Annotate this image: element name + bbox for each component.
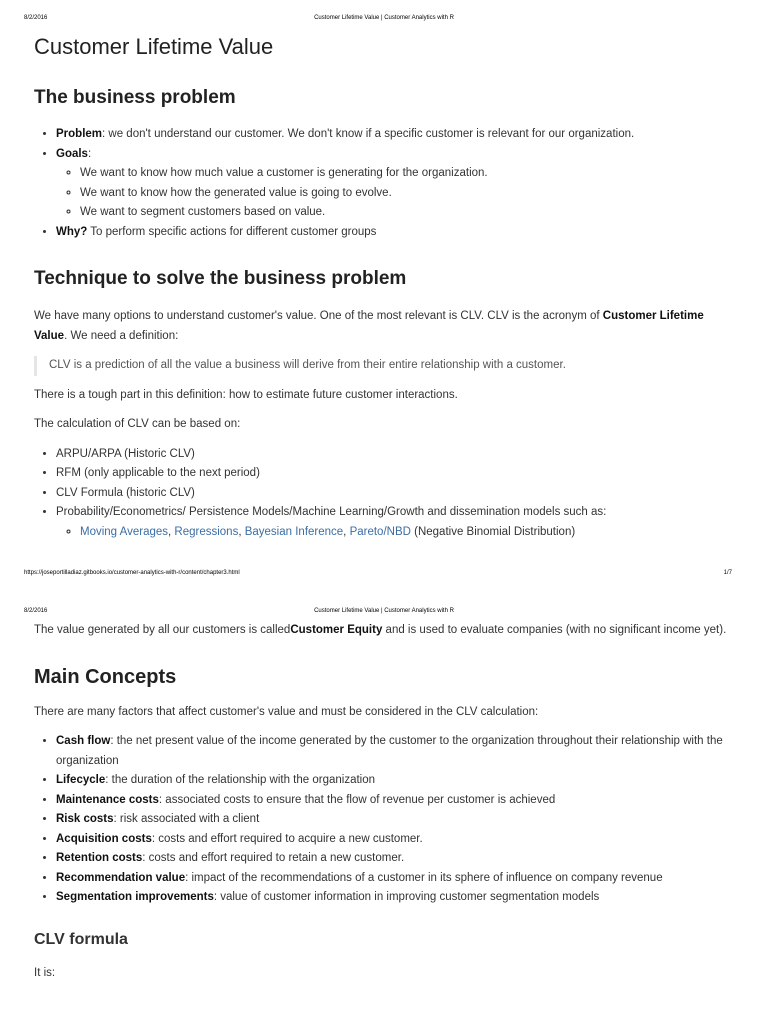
customer-equity-paragraph (34, 621, 736, 641)
business-problem-list (34, 125, 736, 242)
why-text: To perform specific actions for different customer groups (87, 225, 377, 238)
concept-label: Risk costs (56, 813, 114, 825)
section-heading-main-concepts: Main Concepts (34, 665, 177, 688)
section-heading-technique: Technique to solve the business problem (34, 268, 407, 289)
concept-text: : associated costs to ensure that the flow of revenue per customer is achieved (158, 793, 556, 806)
section-heading-clv-formula: CLV formula (34, 930, 128, 948)
problem-text: : we don't understand our customer. We don't know if a specific customer is relevant for our organization. (102, 128, 635, 140)
list-item (56, 869, 736, 889)
equity-text: The value generated by all our customers is called (34, 624, 291, 636)
intro-bold-term: Customer Lifetime Value (34, 310, 704, 342)
concept-text: : costs and effort required to acquire a new customer. (151, 832, 423, 845)
concept-text: : value of customer information in improving customer segmentation models (213, 891, 600, 903)
print-url: https://joseportilladiaz.gitbooks.io/customer-analytics-with-r/content/chapter3.html (24, 570, 240, 576)
models-list (56, 523, 736, 543)
list-item (56, 125, 736, 145)
goals-label: Goals (56, 147, 88, 160)
separator: , (168, 525, 175, 538)
list-item (56, 223, 736, 243)
pdf-page-2 (0, 600, 768, 1024)
calc-intro-paragraph: The calculation of CLV can be based on: (34, 418, 241, 430)
list-item (56, 771, 736, 791)
link-pareto-nbd[interactable]: Pareto/NBD (349, 525, 411, 538)
print-page-title: Customer Lifetime Value | Customer Analytics with R (314, 608, 454, 614)
concept-text: : costs and effort required to retain a new customer. (142, 852, 405, 864)
list-item (56, 503, 736, 542)
equity-text-end: and is used to evaluate companies (with no significant income yet). (382, 624, 727, 636)
concept-label: Segmentation improvements (56, 891, 214, 903)
separator: , (238, 525, 245, 538)
concept-label: Lifecycle (56, 774, 106, 786)
definition-quote: CLV is a prediction of all the value a business will derive from their entire relationship with a customer. (34, 356, 736, 376)
list-item (56, 145, 736, 223)
page-content (34, 621, 736, 983)
link-moving-averages[interactable]: Moving Averages (80, 525, 169, 538)
problem-label: Problem (56, 128, 103, 140)
intro-text: We have many options to understand customer's value. One of the most relevant is CLV. CLV is the acronym of (34, 310, 603, 322)
list-item (56, 791, 736, 811)
print-page-number: 1/7 (723, 570, 732, 576)
list-item: • RFM (only applicable to the next period) (56, 464, 736, 484)
methods-item-text: Probability/Econometrics/ Persistence Models/Machine Learning/Growth and dissemination models such as: (56, 506, 607, 518)
list-item (56, 888, 736, 908)
goals-colon: : (87, 147, 92, 160)
concept-label: Retention costs (56, 852, 143, 864)
link-bayesian-inference[interactable]: Bayesian Inference (244, 525, 344, 538)
why-label: Why? (56, 225, 88, 238)
list-item (80, 523, 736, 543)
main-concepts-intro: There are many factors that affect customer's value and must be considered in the CLV calculation: (34, 705, 539, 718)
list-item (56, 849, 736, 869)
page-gap (0, 585, 768, 600)
tough-part-paragraph: There is a tough part in this definition: how to estimate future customer interactions. (34, 388, 458, 401)
list-item: • ARPU/ARPA (Historic CLV) (56, 445, 736, 465)
list-item (56, 830, 736, 850)
concept-label: Recommendation value (56, 871, 186, 884)
page-title: Customer Lifetime Value (34, 34, 274, 59)
concept-label: Acquisition costs (56, 832, 152, 845)
concept-label: Maintenance costs (56, 793, 159, 806)
intro-text-end: . We need a definition: (64, 329, 179, 342)
concept-text: : the net present value of the income generated by the customer to the organization throughout their relationship with the organization (56, 735, 723, 767)
list-item (56, 732, 736, 771)
link-regressions[interactable]: Regressions (174, 525, 239, 538)
separator: , (343, 525, 350, 538)
list-item: ◦ We want to know how much value a customer is generating for the organization. (80, 164, 736, 184)
list-item: • CLV Formula (historic CLV) (56, 484, 736, 504)
concept-text: : the duration of the relationship with the organization (105, 774, 376, 786)
concept-label: Cash flow (56, 735, 111, 747)
equity-bold-term: Customer Equity (290, 624, 383, 636)
goals-list (56, 164, 736, 223)
page-content (34, 34, 736, 542)
technique-intro (34, 307, 736, 346)
section-heading-business-problem: The business problem (34, 87, 236, 108)
print-date: 8/2/2016 (24, 608, 48, 614)
list-item (56, 810, 736, 830)
print-page-title: Customer Lifetime Value | Customer Analytics with R (314, 15, 454, 21)
nbd-suffix: (Negative Binomial Distribution) (410, 525, 576, 538)
print-date: 8/2/2016 (24, 15, 48, 21)
concepts-list (34, 732, 736, 908)
list-item: ◦ We want to segment customers based on value. (80, 203, 736, 223)
list-item: ◦ We want to know how the generated value is going to evolve. (80, 184, 736, 204)
concept-text: : impact of the recommendations of a customer in its sphere of influence on company revenue (185, 871, 663, 884)
concept-text: : risk associated with a client (113, 813, 260, 825)
methods-list (34, 445, 736, 543)
it-is-paragraph: It is: (34, 966, 56, 979)
